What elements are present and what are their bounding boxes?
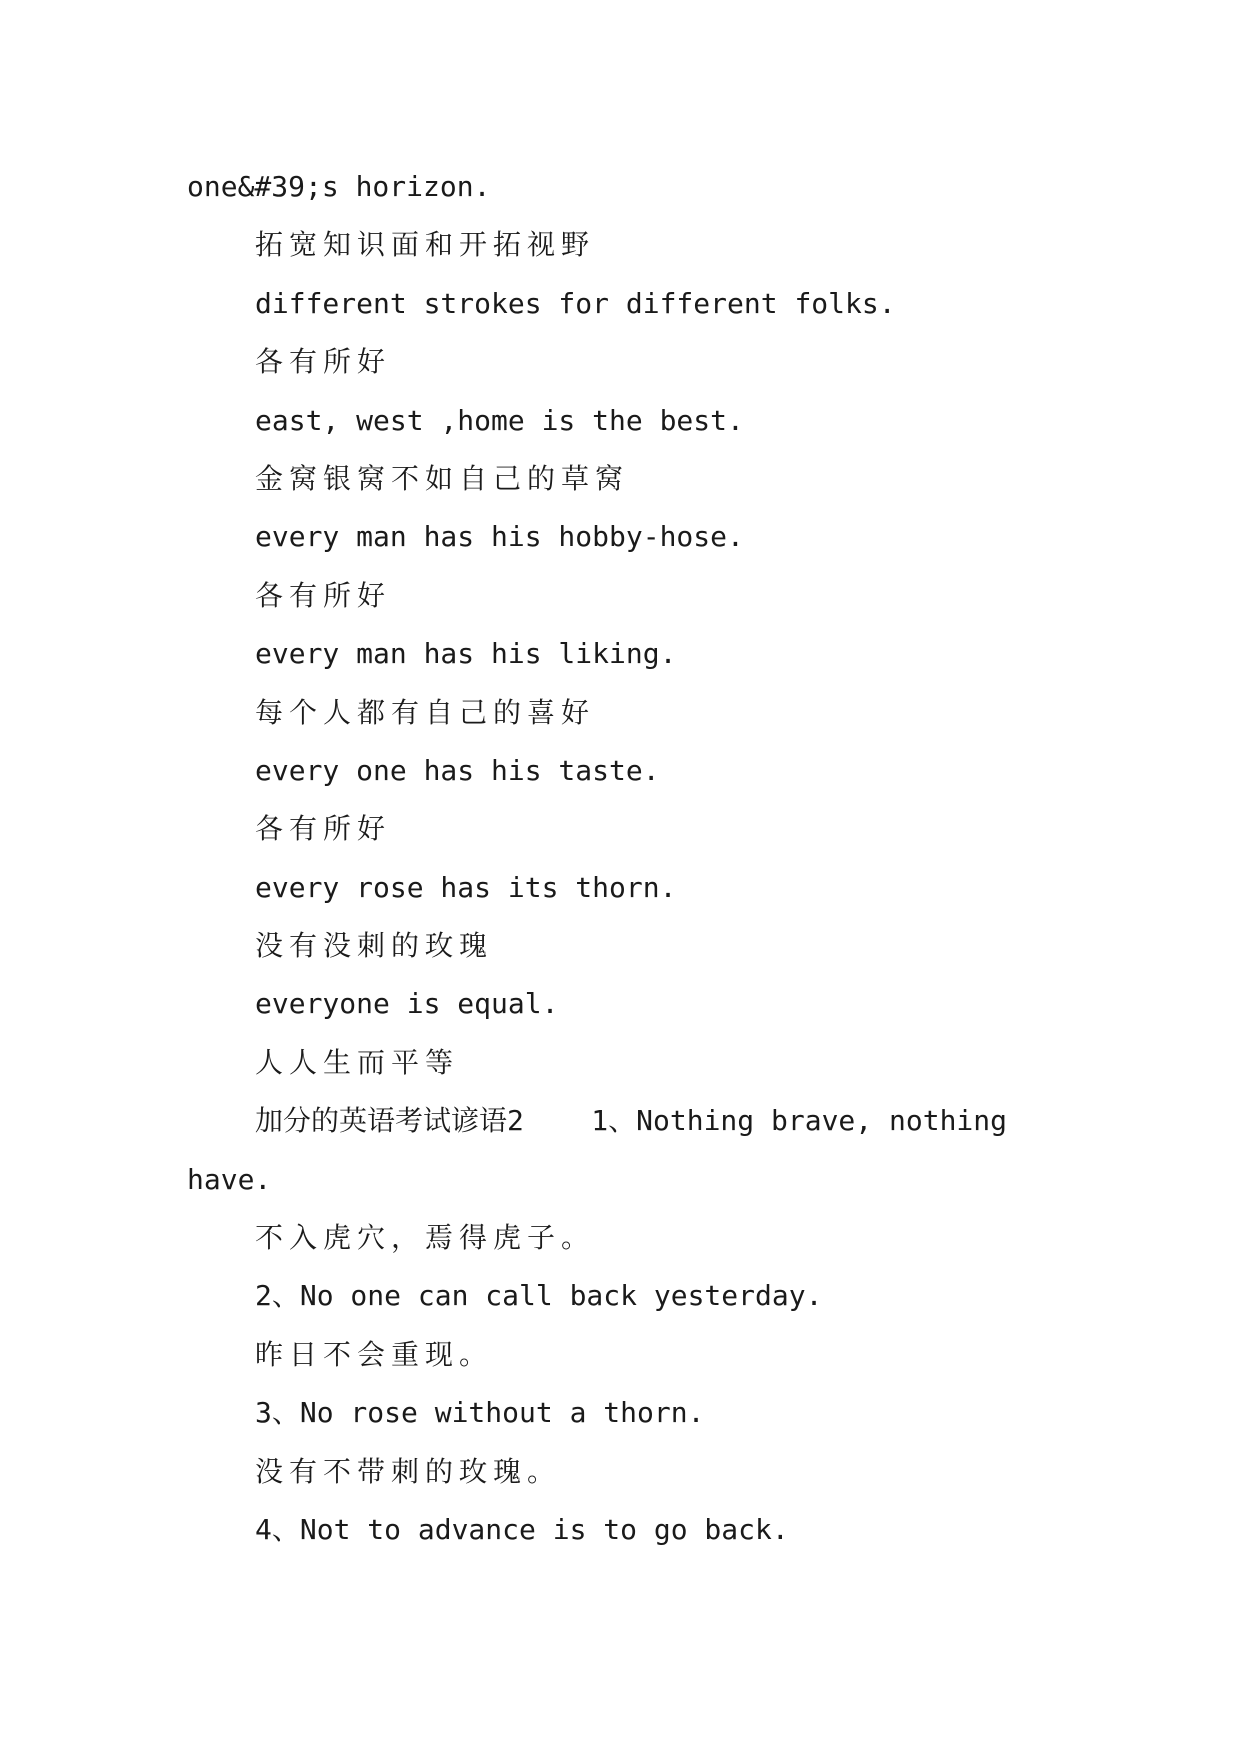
- text-line: every one has his taste.: [255, 753, 660, 787]
- text-line: 昨日不会重现。: [255, 1337, 494, 1371]
- text-line: east, west ,home is the best.: [255, 403, 744, 437]
- text-line: 各有所好: [255, 812, 392, 846]
- text-line: 没有不带刺的玫瑰。: [255, 1454, 562, 1488]
- text-line: 2、No one can call back yesterday.: [255, 1279, 823, 1313]
- text-line: 各有所好: [255, 578, 392, 612]
- text-line: 每个人都有自己的喜好: [255, 695, 596, 729]
- text-line: 各有所好: [255, 345, 392, 379]
- text-line: 不入虎穴，焉得虎子。: [255, 1221, 596, 1255]
- text-line: have.: [187, 1162, 272, 1196]
- text-line: every man has his liking.: [255, 637, 677, 671]
- text-line: 4、Not to advance is to go back.: [255, 1512, 789, 1546]
- text-line: 3、No rose without a thorn.: [255, 1396, 705, 1430]
- document-body: [187, 158, 1057, 1559]
- text-line: different strokes for different folks.: [255, 286, 896, 320]
- section-heading-line: 加分的英语考试谚语2 1、Nothing brave, nothing: [255, 1104, 1008, 1138]
- text-line: 金窝银窝不如自己的草窝: [255, 461, 630, 495]
- text-line: 人人生而平等: [255, 1045, 460, 1079]
- text-line: one&#39;s horizon.: [187, 170, 491, 203]
- text-line: everyone is equal.: [255, 987, 559, 1021]
- text-line: 没有没刺的玫瑰: [255, 929, 494, 963]
- text-line: every man has his hobby-hose.: [255, 520, 744, 554]
- text-line: 拓宽知识面和开拓视野: [255, 228, 596, 262]
- text-line: every rose has its thorn.: [255, 870, 677, 904]
